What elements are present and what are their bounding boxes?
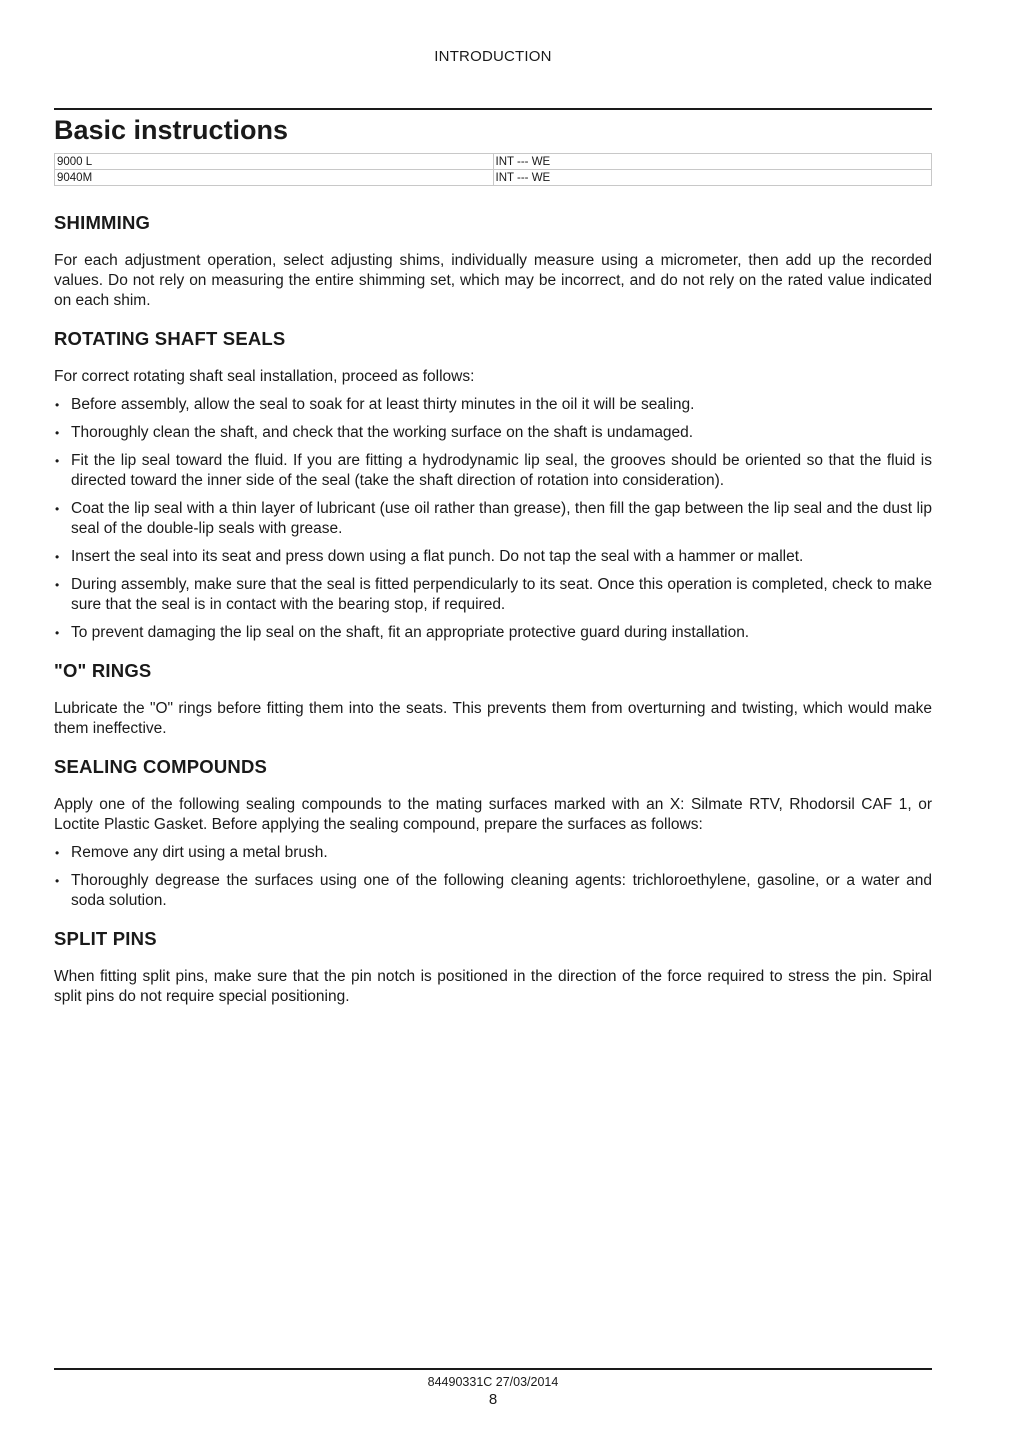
page-header: INTRODUCTION bbox=[434, 48, 552, 65]
sealing-compounds-list bbox=[54, 843, 932, 911]
list-item-text: Remove any dirt using a metal brush. bbox=[71, 844, 328, 861]
list-item bbox=[54, 451, 932, 491]
page-title: Basic instructions bbox=[54, 115, 289, 145]
list-item-text: To prevent damaging the lip seal on the shaft, fit an appropriate protective guard during installation. bbox=[71, 624, 750, 641]
list-item-text: Thoroughly degrease the surfaces using one of the following cleaning agents: trichloroethylene, gasoline, or a water and soda solution. bbox=[71, 872, 932, 909]
bullet-icon: • bbox=[55, 426, 60, 440]
list-item bbox=[54, 395, 932, 415]
list-item-text: Insert the seal into its seat and press down using a flat punch. Do not tap the seal with a hammer or mallet. bbox=[71, 548, 804, 565]
section-heading-shaft-seals: ROTATING SHAFT SEALS bbox=[54, 328, 286, 349]
sealing-compounds-intro: Apply one of the following sealing compounds to the mating surfaces marked with an X: Silmate RTV, Rhodorsil CAF 1, or Loctite Plastic Gasket. Before applying the sealing compound, prepare the surfaces as follows: bbox=[54, 796, 932, 833]
shaft-seals-list bbox=[54, 395, 932, 643]
bullet-icon: • bbox=[55, 398, 60, 412]
bullet-icon: • bbox=[55, 550, 60, 564]
split-pins-text: When fitting split pins, make sure that the pin notch is positioned in the direction of the force required to stress the pin. Spiral split pins do not require special positioning. bbox=[54, 968, 932, 1005]
table-row bbox=[55, 170, 932, 186]
section-heading-shimming: SHIMMING bbox=[54, 212, 151, 233]
bullet-icon: • bbox=[55, 846, 60, 860]
model-cell: 9000 L bbox=[55, 154, 494, 170]
footer-rule bbox=[54, 1368, 932, 1370]
list-item bbox=[54, 423, 932, 443]
code-cell: INT --- WE bbox=[493, 154, 932, 170]
section-heading-o-rings: "O" RINGS bbox=[54, 660, 152, 681]
shimming-text: For each adjustment operation, select adjusting shims, individually measure using a micrometer, then add up the recorded values. Do not rely on measuring the entire shimming set, which may be incorrect, and do not rely on the rated value indicated on each shim. bbox=[54, 252, 932, 309]
list-item bbox=[54, 499, 932, 539]
table-row bbox=[55, 154, 932, 170]
list-item-text: Before assembly, allow the seal to soak for at least thirty minutes in the oil it will be sealing. bbox=[71, 396, 695, 413]
list-item-text: Fit the lip seal toward the fluid. If you are fitting a hydrodynamic lip seal, the grooves should be oriented so that the fluid is directed toward the inner side of the seal (take the shaft direction of rotation into consideration). bbox=[71, 452, 932, 489]
list-item bbox=[54, 843, 932, 863]
list-item bbox=[54, 547, 932, 567]
list-item-text: Coat the lip seal with a thin layer of lubricant (use oil rather than grease), then fill the gap between the lip seal and the dust lip seal of the double-lip seals with grease. bbox=[71, 500, 932, 537]
header-rule bbox=[54, 108, 932, 110]
list-item bbox=[54, 575, 932, 615]
bullet-icon: • bbox=[55, 578, 60, 592]
document-body bbox=[54, 197, 932, 1015]
list-item bbox=[54, 871, 932, 911]
bullet-icon: • bbox=[55, 502, 60, 516]
bullet-icon: • bbox=[55, 454, 60, 468]
shaft-seals-intro: For correct rotating shaft seal installation, proceed as follows: bbox=[54, 368, 475, 385]
o-rings-text: Lubricate the "O" rings before fitting them into the seats. This prevents them from overturning and twisting, which would make them ineffective. bbox=[54, 700, 932, 737]
bullet-icon: • bbox=[55, 626, 60, 640]
document-reference: 84490331C 27/03/2014 bbox=[427, 1375, 559, 1389]
bullet-icon: • bbox=[55, 874, 60, 888]
model-cell: 9040M bbox=[55, 170, 494, 186]
code-cell: INT --- WE bbox=[493, 170, 932, 186]
list-item-text: Thoroughly clean the shaft, and check that the working surface on the shaft is undamaged. bbox=[71, 424, 694, 441]
section-heading-split-pins: SPLIT PINS bbox=[54, 928, 157, 949]
list-item-text: During assembly, make sure that the seal is fitted perpendicularly to its seat. Once this operation is completed, check to make sure that the seal is in contact with the bearing stop, if required. bbox=[71, 576, 932, 613]
section-heading-sealing-compounds: SEALING COMPOUNDS bbox=[54, 756, 268, 777]
list-item bbox=[54, 623, 932, 643]
model-table bbox=[54, 153, 932, 186]
page-number: 8 bbox=[488, 1391, 498, 1408]
